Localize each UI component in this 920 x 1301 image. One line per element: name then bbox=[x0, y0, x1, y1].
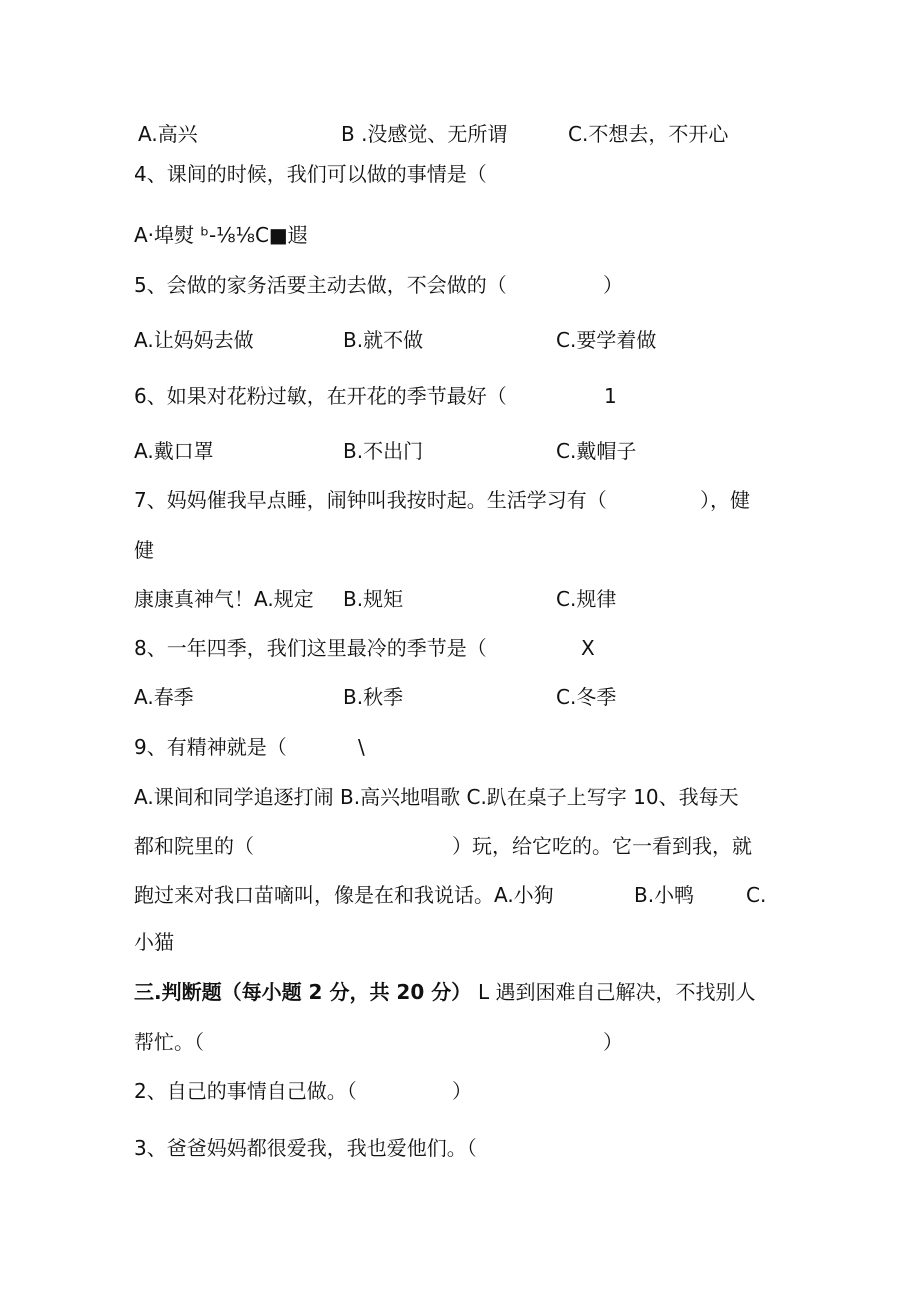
option-a: A.戴口罩 bbox=[134, 439, 214, 463]
q7-options bbox=[0, 579, 920, 619]
question-text: 2、自己的事情自己做。（ bbox=[134, 1079, 357, 1103]
question-4 bbox=[0, 154, 920, 194]
answer-mark: 1 bbox=[604, 384, 617, 408]
question-text: 7、妈妈催我早点睡，闹钟叫我按时起。生活学习有（ bbox=[134, 488, 607, 512]
question-text-cont: ）玩，给它吃的。它一看到我，就 bbox=[452, 834, 752, 858]
option-a: 康康真神气！A.规定 bbox=[134, 587, 314, 611]
judge-question-1: L 遇到困难自己解决，不找别人 bbox=[478, 980, 756, 1004]
question-5 bbox=[0, 265, 920, 305]
blank-close-paren: ） bbox=[452, 1079, 472, 1103]
question-6 bbox=[0, 376, 920, 416]
question-text: 健 bbox=[134, 538, 154, 562]
option-b: B.秋季 bbox=[343, 685, 404, 709]
question-text: 帮忙。（ bbox=[134, 1030, 204, 1054]
q10-option-c bbox=[0, 922, 920, 962]
question-10-line-3 bbox=[0, 875, 920, 915]
option-a: A.高兴 bbox=[138, 122, 198, 146]
answer-mark: \ bbox=[358, 735, 365, 759]
garbled-options: A·埠熨 ᵇ-⅛⅛C■遐 bbox=[134, 223, 308, 247]
option-c: C.冬季 bbox=[556, 685, 617, 709]
blank-close-paren: ） bbox=[603, 1030, 623, 1054]
question-9 bbox=[0, 727, 920, 767]
blank-close-paren: ） bbox=[603, 273, 623, 297]
option-b: B.规矩 bbox=[343, 587, 404, 611]
q9-options bbox=[0, 777, 920, 817]
option-b: B.小鸭 bbox=[634, 883, 695, 907]
option-c: C.规律 bbox=[556, 587, 617, 611]
question-text: 8、一年四季，我们这里最冷的季节是（ bbox=[134, 636, 487, 660]
q4-options bbox=[0, 215, 920, 255]
option-c-prefix: C. bbox=[746, 883, 767, 907]
judge-question-1-line-2 bbox=[0, 1022, 920, 1062]
section-3-heading bbox=[0, 972, 920, 1012]
answer-mark: X bbox=[581, 636, 595, 660]
option-b: B.就不做 bbox=[343, 328, 424, 352]
option-b: B .没感觉、无所谓 bbox=[341, 122, 508, 146]
option-c-text: 小猫 bbox=[134, 930, 174, 954]
q6-options bbox=[0, 431, 920, 471]
option-a: A.让妈妈去做 bbox=[134, 328, 254, 352]
question-text: 4、课间的时候，我们可以做的事情是（ bbox=[134, 162, 487, 186]
options-and-question-10: A.课间和同学追逐打闹 B.高兴地唱歌 C.趴在桌子上写字 10、我每天 bbox=[134, 785, 739, 809]
judge-question-2 bbox=[0, 1071, 920, 1111]
option-c: C.不想去，不开心 bbox=[568, 122, 729, 146]
question-text: 9、有精神就是（ bbox=[134, 735, 287, 759]
question-text-and-option-a: 跑过来对我口苗嘀叫，像是在和我说话。A.小狗 bbox=[134, 883, 554, 907]
option-c: C.要学着做 bbox=[556, 328, 657, 352]
question-10-line-2 bbox=[0, 826, 920, 866]
q5-options bbox=[0, 320, 920, 360]
question-text-cont: ），健 bbox=[700, 488, 750, 512]
question-8 bbox=[0, 628, 920, 668]
q3-options bbox=[0, 114, 920, 154]
question-text: 6、如果对花粉过敏，在开花的季节最好（ bbox=[134, 384, 507, 408]
section-title: 三.判断题（每小题 2 分，共 20 分） bbox=[134, 980, 472, 1004]
question-text: 都和院里的（ bbox=[134, 834, 254, 858]
question-text: 3、爸爸妈妈都很爱我，我也爱他们。（ bbox=[134, 1136, 477, 1160]
option-c: C.戴帽子 bbox=[556, 439, 637, 463]
judge-question-3 bbox=[0, 1128, 920, 1168]
question-7-line-2 bbox=[0, 530, 920, 570]
question-text: 5、会做的家务活要主动去做，不会做的（ bbox=[134, 273, 507, 297]
option-a: A.春季 bbox=[134, 685, 194, 709]
q8-options bbox=[0, 677, 920, 717]
option-b: B.不出门 bbox=[343, 439, 424, 463]
question-7 bbox=[0, 480, 920, 520]
